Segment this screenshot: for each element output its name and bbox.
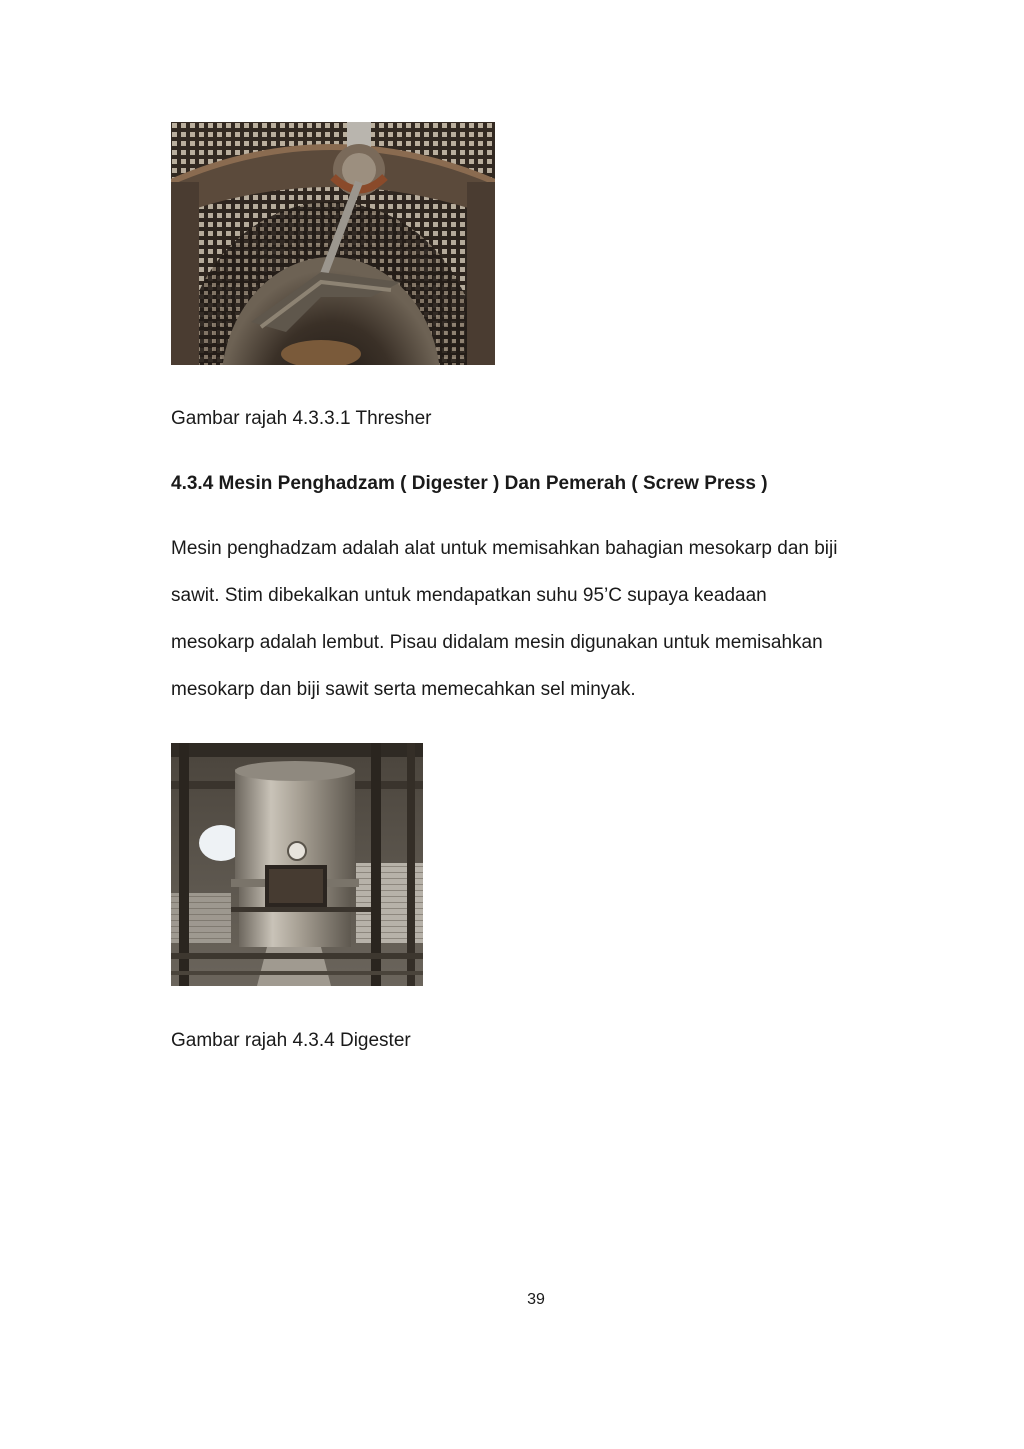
paragraph-line: mesokarp dan biji sawit serta memecahkan sel minyak. bbox=[171, 679, 636, 700]
page-number: 39 bbox=[527, 1291, 545, 1308]
section-heading: 4.3.4 Mesin Penghadzam ( Digester ) Dan Pemerah ( Screw Press ) bbox=[171, 473, 768, 494]
section-paragraph bbox=[171, 537, 891, 725]
paragraph-line: sawit. Stim dibekalkan untuk mendapatkan suhu 95’C supaya keadaan bbox=[171, 585, 767, 606]
paragraph-line: mesokarp adalah lembut. Pisau didalam mesin digunakan untuk memisahkan bbox=[171, 632, 823, 653]
thresher-drum-illustration bbox=[171, 122, 495, 365]
digester-vessel-illustration bbox=[171, 743, 423, 986]
digester-photo bbox=[171, 743, 423, 986]
digester-figure-caption: Gambar rajah 4.3.4 Digester bbox=[171, 1030, 411, 1051]
thresher-photo bbox=[171, 122, 495, 365]
thresher-figure-caption: Gambar rajah 4.3.3.1 Thresher bbox=[171, 408, 432, 429]
paragraph-line: Mesin penghadzam adalah alat untuk memisahkan bahagian mesokarp dan biji bbox=[171, 538, 838, 559]
